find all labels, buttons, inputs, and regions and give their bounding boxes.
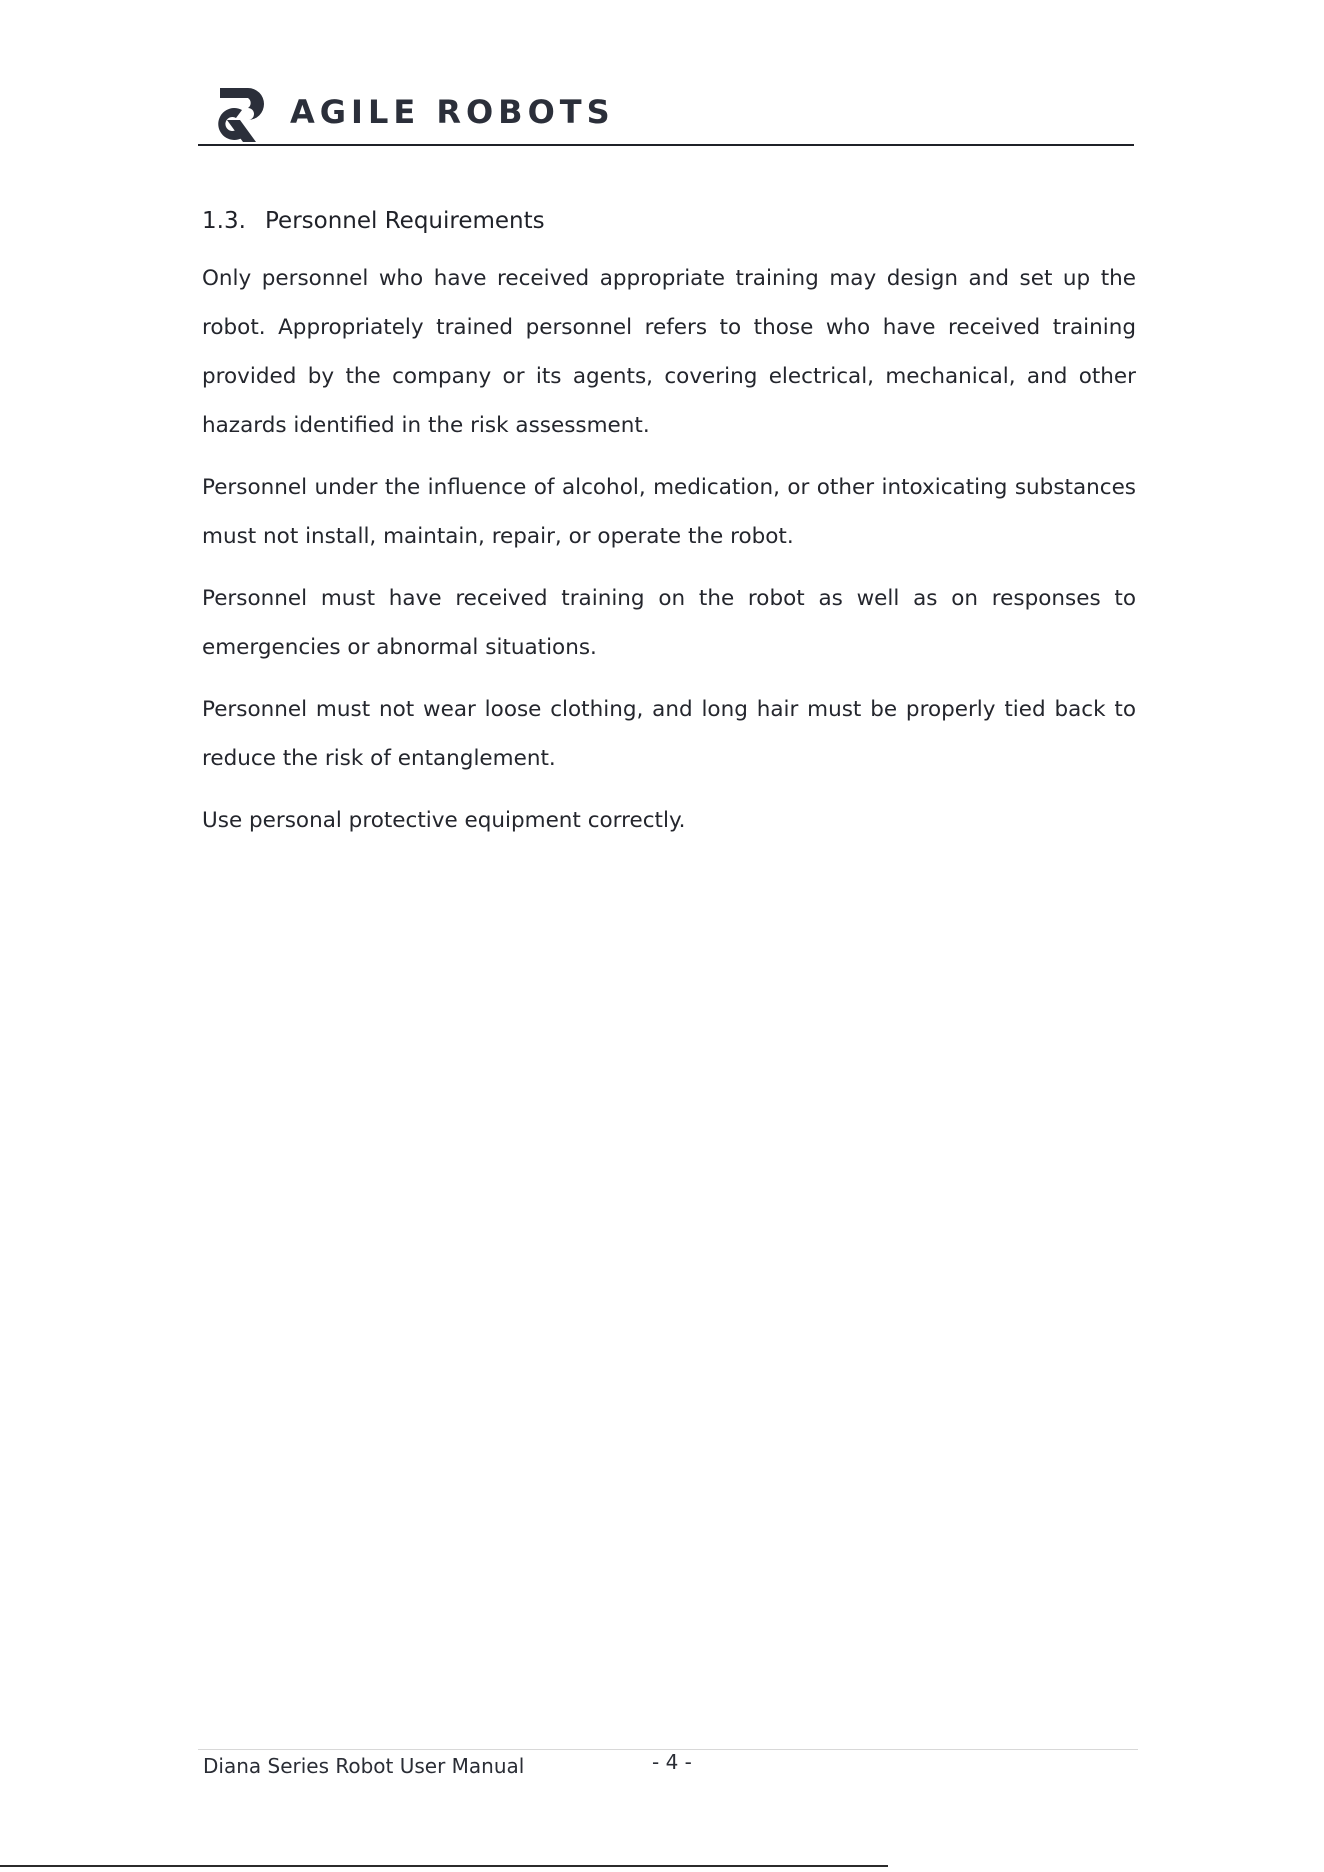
paragraph-emergency-training: Personnel must have received training on the robot as well as on responses to emergencies or abnormal situations. (202, 586, 1136, 660)
paragraph-training: Only personnel who have received appropriate training may design and set up the robot. Appropriately trained personnel refers to those who have received training provided by the company or its agents, covering electrical, mechanical, and other hazards identified in the risk assessment. (202, 266, 1136, 438)
page-content (202, 200, 1136, 845)
paragraph-ppe: Use personal protective equipment correctly. (202, 808, 686, 833)
page-header (198, 74, 1134, 150)
page-bottom-edge (0, 1865, 888, 1867)
brand-name: AGILE ROBOTS (290, 93, 615, 131)
paragraph-intoxication: Personnel under the influence of alcohol, medication, or other intoxicating substances must not install, maintain, repair, or operate the robot. (202, 475, 1136, 549)
header-divider (198, 144, 1134, 146)
section-title: Personnel Requirements (265, 208, 545, 234)
section-number: 1.3. (202, 208, 246, 234)
paragraph-clothing: Personnel must not wear loose clothing, and long hair must be properly tied back to reduce the risk of entanglement. (202, 697, 1136, 771)
section-heading (202, 200, 1136, 242)
footer-document-title: Diana Series Robot User Manual (203, 1754, 525, 1778)
agile-robots-logo-icon (206, 80, 272, 146)
footer-page-number: - 4 - (652, 1750, 692, 1774)
